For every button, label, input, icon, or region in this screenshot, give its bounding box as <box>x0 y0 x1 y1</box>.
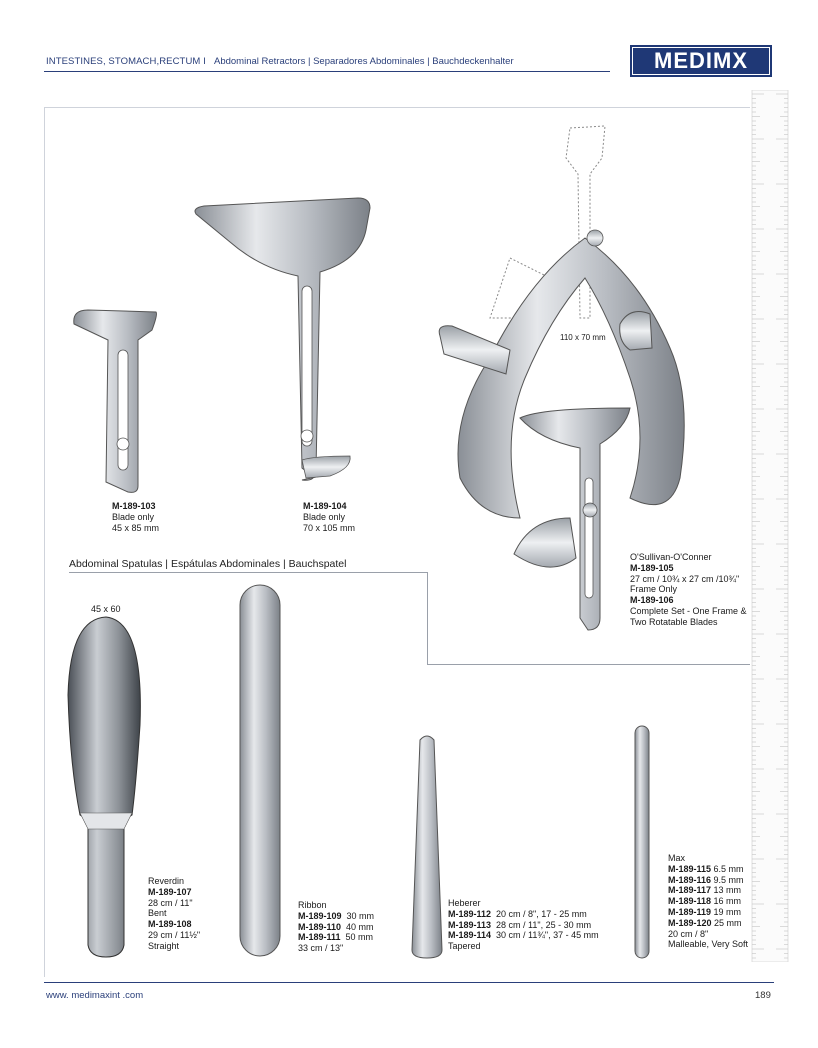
osullivan-frame: Frame Only <box>630 584 678 595</box>
size-104: 70 x 105 mm <box>303 522 356 533</box>
code-103: M-189-103 <box>112 501 156 511</box>
reverdin-dimension: 45 x 60 <box>91 604 121 614</box>
code-113: M-189-113 <box>448 919 492 930</box>
max-size-117: 13 mm <box>713 885 742 896</box>
osullivan-set-line2: Two Rotatable Blades <box>630 616 718 627</box>
code-118: M-189-118 <box>668 896 712 907</box>
header-category: INTESTINES, STOMACH,RECTUM I <box>46 56 206 67</box>
measuring-ruler <box>750 90 790 962</box>
code-104: M-189-104 <box>303 501 347 511</box>
caption-ribbon <box>298 900 374 954</box>
heberer-size-113: 28 cm / 11", 25 - 30 mm <box>496 919 592 930</box>
heberer-name: Heberer <box>448 898 481 908</box>
spatulas-title-underline <box>69 572 427 573</box>
footer-website[interactable]: www. medimaxint .com <box>46 990 144 1001</box>
logo-text: MEDIMX <box>654 48 748 73</box>
max-size-119: 19 mm <box>713 906 742 917</box>
max-note: Malleable, Very Soft <box>668 939 749 950</box>
code-112: M-189-112 <box>448 908 492 919</box>
max-size-116: 9.5 mm <box>713 874 744 885</box>
ribbon-size-110: 40 mm <box>346 921 374 932</box>
ribbon-size-111: 50 mm <box>345 932 374 943</box>
size-103: 45 x 85 mm <box>112 522 160 533</box>
reverdin-size-107: 28 cm / 11" <box>148 897 193 908</box>
page-number: 189 <box>755 990 771 1001</box>
header-subtitle: Abdominal Retractors | Separadores Abdominales | Bauchdeckenhalter <box>214 56 514 67</box>
footer-divider <box>44 982 774 983</box>
osullivan-name: O'Sullivan-O'Conner <box>630 552 712 562</box>
caption-104 <box>303 501 355 533</box>
code-107: M-189-107 <box>148 886 192 897</box>
spatulas-frame-vertical <box>427 572 428 664</box>
code-116: M-189-116 <box>668 874 712 885</box>
spatulas-frame-horizontal <box>427 664 750 665</box>
code-106: M-189-106 <box>630 595 674 606</box>
code-108: M-189-108 <box>148 919 192 930</box>
code-109: M-189-109 <box>298 910 342 921</box>
reverdin-name: Reverdin <box>148 876 185 886</box>
reverdin-spatula-image <box>62 615 150 960</box>
reverdin-size-108: 29 cm / 11½" <box>148 929 201 940</box>
desc-103: Blade only <box>112 511 155 522</box>
brand-logo <box>630 45 772 77</box>
code-105: M-189-105 <box>630 562 674 573</box>
header-divider <box>44 71 610 72</box>
code-119: M-189-119 <box>668 906 712 917</box>
max-spatula-image <box>632 724 652 960</box>
osullivan-set-line1: Complete Set - One Frame & <box>630 605 747 616</box>
code-115: M-189-115 <box>668 863 712 874</box>
caption-osullivan <box>630 552 747 628</box>
code-120: M-189-120 <box>668 917 712 928</box>
spatulas-section-title: Abdominal Spatulas | Espátulas Abdominales | Bauchspatel <box>69 558 347 570</box>
max-size-120: 25 mm <box>714 917 742 928</box>
caption-reverdin <box>148 876 200 952</box>
reverdin-type-107: Bent <box>148 908 167 919</box>
heberer-size-114: 30 cm / 11¾", 37 - 45 mm <box>496 930 599 941</box>
max-size-118: 16 mm <box>713 896 742 907</box>
osullivan-size: 27 cm / 10¾ x 27 cm /10¾" <box>630 573 740 584</box>
osullivan-blade-dimension: 110 x 70 mm <box>560 333 606 342</box>
code-110: M-189-110 <box>298 921 342 932</box>
heberer-note: Tapered <box>448 941 481 952</box>
ribbon-size-109: 30 mm <box>346 910 375 921</box>
code-117: M-189-117 <box>668 885 712 896</box>
code-111: M-189-111 <box>298 932 341 943</box>
caption-max <box>668 853 748 950</box>
max-size-115: 6.5 mm <box>713 863 744 874</box>
desc-104: Blade only <box>303 511 346 522</box>
caption-heberer <box>448 898 599 952</box>
section-frame-left <box>44 107 45 977</box>
ribbon-length: 33 cm / 13" <box>298 943 344 954</box>
heberer-size-112: 20 cm / 8", 17 - 25 mm <box>496 908 587 919</box>
max-length: 20 cm / 8" <box>668 928 709 939</box>
retractor-blade-104-image <box>190 190 380 490</box>
ribbon-spatula-image <box>238 583 282 958</box>
ribbon-name: Ribbon <box>298 900 327 910</box>
reverdin-type-108: Straight <box>148 940 180 951</box>
section-frame-top <box>44 107 750 108</box>
code-114: M-189-114 <box>448 930 492 941</box>
heberer-spatula-image <box>410 730 444 960</box>
max-name: Max <box>668 853 686 863</box>
caption-103 <box>112 501 159 533</box>
retractor-blade-103-image <box>66 300 166 500</box>
